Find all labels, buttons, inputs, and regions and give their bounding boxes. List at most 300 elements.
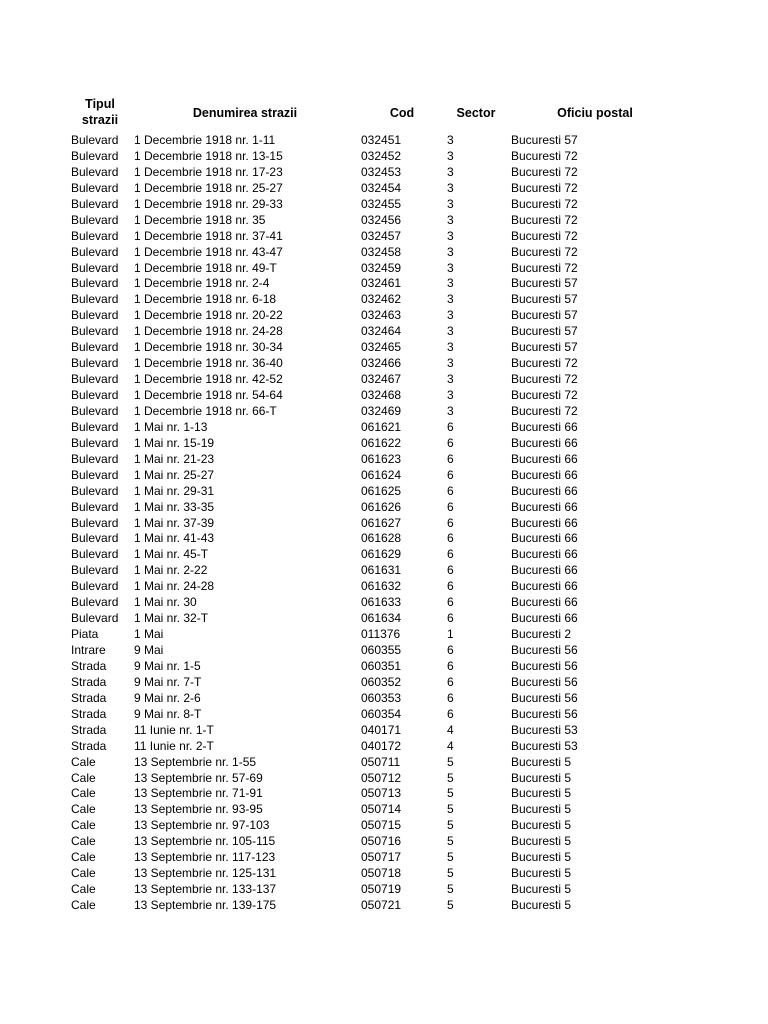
cell-tipul-strazii: Bulevard bbox=[71, 515, 119, 530]
cell-tipul-strazii: Bulevard bbox=[71, 340, 119, 355]
table-row bbox=[0, 595, 768, 611]
cell-sector: 3 bbox=[447, 356, 454, 371]
table-row bbox=[0, 340, 768, 356]
cell-sector: 4 bbox=[447, 722, 454, 737]
cell-cod: 050713 bbox=[361, 786, 402, 801]
cell-sector: 3 bbox=[447, 164, 454, 179]
cell-oficiu-postal: Bucuresti 72 bbox=[511, 356, 578, 371]
table-row bbox=[0, 261, 768, 277]
cell-cod: 061634 bbox=[361, 611, 402, 626]
cell-sector: 3 bbox=[447, 244, 454, 259]
table-row bbox=[0, 229, 768, 245]
header-sector: Sector bbox=[456, 106, 496, 120]
cell-denumirea-strazii: 13 Septembrie nr. 139-175 bbox=[134, 898, 277, 912]
cell-oficiu-postal: Bucuresti 5 bbox=[511, 770, 572, 785]
cell-sector: 6 bbox=[447, 611, 454, 626]
cell-tipul-strazii: Bulevard bbox=[71, 435, 119, 450]
table-row bbox=[0, 802, 768, 818]
cell-denumirea-strazii: 13 Septembrie nr. 97-103 bbox=[134, 818, 270, 833]
cell-cod: 061623 bbox=[361, 451, 402, 466]
cell-tipul-strazii: Bulevard bbox=[71, 196, 119, 211]
cell-cod: 032462 bbox=[361, 292, 402, 307]
cell-tipul-strazii: Cale bbox=[71, 770, 96, 785]
cell-denumirea-strazii: 1 Mai nr. 45-T bbox=[134, 547, 209, 562]
cell-oficiu-postal: Bucuresti 53 bbox=[511, 722, 578, 737]
cell-cod: 061626 bbox=[361, 499, 402, 514]
cell-tipul-strazii: Bulevard bbox=[71, 403, 119, 418]
cell-oficiu-postal: Bucuresti 72 bbox=[511, 180, 578, 195]
table-row bbox=[0, 675, 768, 691]
cell-cod: 061631 bbox=[361, 563, 402, 578]
cell-denumirea-strazii: 13 Septembrie nr. 1-55 bbox=[134, 754, 257, 769]
cell-sector: 5 bbox=[447, 834, 454, 849]
table-row bbox=[0, 372, 768, 388]
cell-cod: 050714 bbox=[361, 802, 402, 817]
cell-cod: 050712 bbox=[361, 770, 402, 785]
cell-tipul-strazii: Bulevard bbox=[71, 388, 119, 402]
cell-tipul-strazii: Bulevard bbox=[71, 595, 119, 610]
cell-cod: 050715 bbox=[361, 818, 402, 833]
cell-oficiu-postal: Bucuresti 5 bbox=[511, 802, 572, 817]
table-row bbox=[0, 691, 768, 707]
table-row bbox=[0, 245, 768, 261]
cell-tipul-strazii: Bulevard bbox=[71, 499, 119, 514]
cell-oficiu-postal: Bucuresti 57 bbox=[511, 292, 578, 307]
cell-sector: 1 bbox=[447, 627, 454, 642]
cell-cod: 040171 bbox=[361, 722, 402, 737]
cell-oficiu-postal: Bucuresti 5 bbox=[511, 850, 572, 865]
cell-denumirea-strazii: 1 Decembrie 1918 nr. 43-47 bbox=[134, 244, 283, 259]
cell-sector: 5 bbox=[447, 882, 454, 897]
cell-oficiu-postal: Bucuresti 66 bbox=[511, 483, 578, 498]
cell-tipul-strazii: Cale bbox=[71, 786, 96, 801]
cell-cod: 032451 bbox=[361, 133, 402, 147]
cell-cod: 032467 bbox=[361, 372, 402, 387]
cell-denumirea-strazii: 1 Decembrie 1918 nr. 49-T bbox=[134, 260, 277, 275]
cell-denumirea-strazii: 1 Mai nr. 21-23 bbox=[134, 451, 215, 466]
cell-tipul-strazii: Bulevard bbox=[71, 260, 119, 275]
cell-tipul-strazii: Bulevard bbox=[71, 276, 119, 291]
cell-sector: 3 bbox=[447, 180, 454, 195]
cell-denumirea-strazii: 1 Decembrie 1918 nr. 36-40 bbox=[134, 356, 283, 371]
cell-sector: 3 bbox=[447, 276, 454, 291]
cell-sector: 3 bbox=[447, 133, 454, 147]
table-row bbox=[0, 452, 768, 468]
cell-sector: 6 bbox=[447, 515, 454, 530]
table-row bbox=[0, 516, 768, 532]
cell-denumirea-strazii: 1 Decembrie 1918 nr. 1-11 bbox=[134, 133, 276, 147]
header-tipul-line2: strazii bbox=[81, 113, 119, 127]
cell-oficiu-postal: Bucuresti 5 bbox=[511, 898, 572, 912]
cell-cod: 032454 bbox=[361, 180, 402, 195]
cell-tipul-strazii: Bulevard bbox=[71, 451, 119, 466]
table-row bbox=[0, 133, 768, 149]
table-row bbox=[0, 356, 768, 372]
table-row bbox=[0, 436, 768, 452]
header-oficiu-postal: Oficiu postal bbox=[557, 106, 633, 120]
cell-tipul-strazii: Cale bbox=[71, 850, 96, 865]
cell-cod: 032455 bbox=[361, 196, 402, 211]
cell-oficiu-postal: Bucuresti 57 bbox=[511, 324, 578, 339]
cell-sector: 6 bbox=[447, 579, 454, 594]
table-row bbox=[0, 643, 768, 659]
cell-cod: 060351 bbox=[361, 658, 402, 673]
cell-cod: 050716 bbox=[361, 834, 402, 849]
cell-denumirea-strazii: 13 Septembrie nr. 93-95 bbox=[134, 802, 263, 817]
cell-denumirea-strazii: 1 Mai nr. 32-T bbox=[134, 611, 209, 626]
cell-cod: 061627 bbox=[361, 515, 402, 530]
cell-sector: 6 bbox=[447, 563, 454, 578]
cell-tipul-strazii: Bulevard bbox=[71, 180, 119, 195]
table-row bbox=[0, 834, 768, 850]
table-row bbox=[0, 213, 768, 229]
cell-cod: 032466 bbox=[361, 356, 402, 371]
cell-sector: 3 bbox=[447, 196, 454, 211]
table-row bbox=[0, 723, 768, 739]
cell-sector: 3 bbox=[447, 372, 454, 387]
cell-denumirea-strazii: 1 Decembrie 1918 nr. 20-22 bbox=[134, 308, 283, 323]
cell-denumirea-strazii: 1 Decembrie 1918 nr. 24-28 bbox=[134, 324, 283, 339]
cell-oficiu-postal: Bucuresti 72 bbox=[511, 164, 578, 179]
cell-oficiu-postal: Bucuresti 66 bbox=[511, 467, 578, 482]
cell-oficiu-postal: Bucuresti 72 bbox=[511, 244, 578, 259]
cell-tipul-strazii: Cale bbox=[71, 754, 96, 769]
cell-sector: 6 bbox=[447, 706, 454, 721]
cell-sector: 6 bbox=[447, 643, 454, 657]
cell-sector: 3 bbox=[447, 292, 454, 307]
cell-cod: 061624 bbox=[361, 467, 402, 482]
cell-cod: 061621 bbox=[361, 419, 402, 434]
table-row bbox=[0, 579, 768, 595]
cell-tipul-strazii: Strada bbox=[71, 706, 107, 721]
cell-denumirea-strazii: 1 Mai nr. 2-22 bbox=[134, 563, 208, 578]
cell-sector: 6 bbox=[447, 674, 454, 689]
cell-oficiu-postal: Bucuresti 57 bbox=[511, 340, 578, 355]
cell-sector: 5 bbox=[447, 754, 454, 769]
cell-cod: 061625 bbox=[361, 483, 402, 498]
cell-cod: 060355 bbox=[361, 643, 402, 657]
cell-cod: 060354 bbox=[361, 706, 402, 721]
cell-oficiu-postal: Bucuresti 66 bbox=[511, 435, 578, 450]
cell-sector: 5 bbox=[447, 866, 454, 881]
cell-tipul-strazii: Bulevard bbox=[71, 356, 119, 371]
table-row bbox=[0, 468, 768, 484]
cell-denumirea-strazii: 9 Mai nr. 2-6 bbox=[134, 690, 201, 705]
cell-denumirea-strazii: 11 Iunie nr. 1-T bbox=[134, 722, 214, 737]
cell-denumirea-strazii: 1 Mai nr. 25-27 bbox=[134, 467, 215, 482]
cell-cod: 050719 bbox=[361, 882, 402, 897]
cell-oficiu-postal: Bucuresti 56 bbox=[511, 643, 578, 657]
cell-oficiu-postal: Bucuresti 66 bbox=[511, 579, 578, 594]
cell-sector: 3 bbox=[447, 260, 454, 275]
cell-oficiu-postal: Bucuresti 57 bbox=[511, 308, 578, 323]
cell-tipul-strazii: Bulevard bbox=[71, 531, 119, 546]
cell-denumirea-strazii: 1 Decembrie 1918 nr. 29-33 bbox=[134, 196, 283, 211]
table-row bbox=[0, 292, 768, 308]
cell-denumirea-strazii: 13 Septembrie nr. 57-69 bbox=[134, 770, 263, 785]
table-row bbox=[0, 850, 768, 866]
cell-denumirea-strazii: 1 Decembrie 1918 nr. 17-23 bbox=[134, 164, 283, 179]
cell-tipul-strazii: Bulevard bbox=[71, 244, 119, 259]
cell-oficiu-postal: Bucuresti 72 bbox=[511, 148, 578, 163]
cell-sector: 5 bbox=[447, 786, 454, 801]
table-row bbox=[0, 627, 768, 643]
cell-sector: 3 bbox=[447, 403, 454, 418]
cell-tipul-strazii: Bulevard bbox=[71, 308, 119, 323]
cell-sector: 6 bbox=[447, 467, 454, 482]
table-row bbox=[0, 563, 768, 579]
cell-denumirea-strazii: 1 Mai nr. 15-19 bbox=[134, 435, 215, 450]
cell-cod: 032465 bbox=[361, 340, 402, 355]
cell-sector: 6 bbox=[447, 483, 454, 498]
table-row bbox=[0, 771, 768, 787]
cell-sector: 3 bbox=[447, 324, 454, 339]
cell-cod: 060353 bbox=[361, 690, 402, 705]
cell-denumirea-strazii: 13 Septembrie nr. 125-131 bbox=[134, 866, 277, 881]
cell-tipul-strazii: Bulevard bbox=[71, 228, 119, 243]
table-row bbox=[0, 739, 768, 755]
cell-denumirea-strazii: 1 Mai nr. 41-43 bbox=[134, 531, 215, 546]
table-body bbox=[0, 133, 768, 914]
cell-sector: 6 bbox=[447, 499, 454, 514]
cell-tipul-strazii: Bulevard bbox=[71, 292, 119, 307]
cell-denumirea-strazii: 9 Mai nr. 8-T bbox=[134, 706, 202, 721]
cell-tipul-strazii: Bulevard bbox=[71, 483, 119, 498]
table-row bbox=[0, 165, 768, 181]
table-row bbox=[0, 181, 768, 197]
cell-oficiu-postal: Bucuresti 5 bbox=[511, 818, 572, 833]
cell-oficiu-postal: Bucuresti 5 bbox=[511, 866, 572, 881]
cell-tipul-strazii: Bulevard bbox=[71, 164, 119, 179]
cell-cod: 011376 bbox=[361, 627, 401, 642]
cell-denumirea-strazii: 1 Decembrie 1918 nr. 66-T bbox=[134, 403, 277, 418]
cell-oficiu-postal: Bucuresti 66 bbox=[511, 531, 578, 546]
cell-cod: 061629 bbox=[361, 547, 402, 562]
cell-cod: 050717 bbox=[361, 850, 402, 865]
cell-cod: 032463 bbox=[361, 308, 402, 323]
header-cod: Cod bbox=[389, 106, 415, 120]
cell-oficiu-postal: Bucuresti 72 bbox=[511, 403, 578, 418]
cell-tipul-strazii: Bulevard bbox=[71, 563, 119, 578]
table-row bbox=[0, 484, 768, 500]
cell-oficiu-postal: Bucuresti 72 bbox=[511, 372, 578, 387]
cell-oficiu-postal: Bucuresti 72 bbox=[511, 196, 578, 211]
cell-oficiu-postal: Bucuresti 72 bbox=[511, 260, 578, 275]
cell-cod: 032458 bbox=[361, 244, 402, 259]
cell-tipul-strazii: Cale bbox=[71, 898, 96, 912]
cell-denumirea-strazii: 1 Decembrie 1918 nr. 13-15 bbox=[134, 148, 283, 163]
cell-cod: 032459 bbox=[361, 260, 402, 275]
cell-denumirea-strazii: 1 Mai nr. 24-28 bbox=[134, 579, 215, 594]
table-row bbox=[0, 324, 768, 340]
cell-sector: 6 bbox=[447, 435, 454, 450]
table-row bbox=[0, 882, 768, 898]
cell-oficiu-postal: Bucuresti 66 bbox=[511, 547, 578, 562]
table-row bbox=[0, 611, 768, 627]
cell-denumirea-strazii: 1 Decembrie 1918 nr. 2-4 bbox=[134, 276, 270, 291]
cell-cod: 032452 bbox=[361, 148, 402, 163]
cell-sector: 6 bbox=[447, 419, 454, 434]
cell-denumirea-strazii: 1 Mai bbox=[134, 627, 164, 642]
table-header bbox=[0, 96, 768, 130]
cell-cod: 032461 bbox=[361, 276, 402, 291]
cell-sector: 3 bbox=[447, 228, 454, 243]
cell-tipul-strazii: Bulevard bbox=[71, 133, 119, 147]
cell-oficiu-postal: Bucuresti 5 bbox=[511, 882, 572, 897]
cell-denumirea-strazii: 1 Mai nr. 33-35 bbox=[134, 499, 215, 514]
cell-denumirea-strazii: 1 Decembrie 1918 nr. 25-27 bbox=[134, 180, 283, 195]
table-row bbox=[0, 500, 768, 516]
cell-sector: 3 bbox=[447, 308, 454, 323]
cell-denumirea-strazii: 1 Decembrie 1918 nr. 35 bbox=[134, 212, 266, 227]
table-row bbox=[0, 388, 768, 404]
cell-tipul-strazii: Bulevard bbox=[71, 611, 119, 626]
cell-sector: 6 bbox=[447, 451, 454, 466]
table-row bbox=[0, 197, 768, 213]
table-row bbox=[0, 404, 768, 420]
cell-tipul-strazii: Cale bbox=[71, 834, 96, 849]
cell-oficiu-postal: Bucuresti 53 bbox=[511, 738, 578, 753]
cell-denumirea-strazii: 11 Iunie nr. 2-T bbox=[134, 738, 214, 753]
cell-cod: 040172 bbox=[361, 738, 402, 753]
cell-sector: 5 bbox=[447, 850, 454, 865]
cell-denumirea-strazii: 1 Mai nr. 30 bbox=[134, 595, 197, 610]
cell-tipul-strazii: Strada bbox=[71, 658, 107, 673]
cell-oficiu-postal: Bucuresti 66 bbox=[511, 563, 578, 578]
cell-oficiu-postal: Bucuresti 66 bbox=[511, 515, 578, 530]
cell-tipul-strazii: Cale bbox=[71, 818, 96, 833]
cell-cod: 032464 bbox=[361, 324, 402, 339]
cell-denumirea-strazii: 13 Septembrie nr. 71-91 bbox=[134, 786, 263, 801]
cell-denumirea-strazii: 1 Decembrie 1918 nr. 6-18 bbox=[134, 292, 277, 307]
header-tipul-line1: Tipul bbox=[85, 97, 115, 111]
cell-oficiu-postal: Bucuresti 66 bbox=[511, 451, 578, 466]
cell-denumirea-strazii: 9 Mai nr. 7-T bbox=[134, 674, 202, 689]
cell-sector: 3 bbox=[447, 148, 454, 163]
cell-oficiu-postal: Bucuresti 72 bbox=[511, 388, 578, 402]
cell-cod: 032453 bbox=[361, 164, 402, 179]
cell-tipul-strazii: Cale bbox=[71, 882, 96, 897]
cell-denumirea-strazii: 1 Decembrie 1918 nr. 42-52 bbox=[134, 372, 283, 387]
cell-tipul-strazii: Bulevard bbox=[71, 372, 119, 387]
cell-sector: 5 bbox=[447, 818, 454, 833]
cell-denumirea-strazii: 1 Decembrie 1918 nr. 30-34 bbox=[134, 340, 283, 355]
cell-oficiu-postal: Bucuresti 56 bbox=[511, 690, 578, 705]
cell-oficiu-postal: Bucuresti 66 bbox=[511, 419, 578, 434]
table-row bbox=[0, 547, 768, 563]
cell-tipul-strazii: Bulevard bbox=[71, 212, 119, 227]
cell-sector: 5 bbox=[447, 802, 454, 817]
cell-sector: 6 bbox=[447, 595, 454, 610]
cell-tipul-strazii: Cale bbox=[71, 866, 96, 881]
cell-cod: 032456 bbox=[361, 212, 402, 227]
cell-sector: 6 bbox=[447, 547, 454, 562]
cell-tipul-strazii: Bulevard bbox=[71, 467, 119, 482]
cell-sector: 6 bbox=[447, 690, 454, 705]
cell-cod: 032457 bbox=[361, 228, 402, 243]
cell-tipul-strazii: Bulevard bbox=[71, 148, 119, 163]
cell-cod: 032468 bbox=[361, 388, 402, 402]
cell-oficiu-postal: Bucuresti 57 bbox=[511, 133, 578, 147]
cell-denumirea-strazii: 13 Septembrie nr. 105-115 bbox=[134, 834, 276, 849]
cell-oficiu-postal: Bucuresti 57 bbox=[511, 276, 578, 291]
cell-denumirea-strazii: 1 Mai nr. 29-31 bbox=[134, 483, 215, 498]
table-row bbox=[0, 659, 768, 675]
cell-oficiu-postal: Bucuresti 56 bbox=[511, 706, 578, 721]
table-row bbox=[0, 308, 768, 324]
table-row bbox=[0, 276, 768, 292]
cell-sector: 3 bbox=[447, 388, 454, 402]
cell-tipul-strazii: Intrare bbox=[71, 643, 106, 657]
cell-sector: 3 bbox=[447, 340, 454, 355]
cell-denumirea-strazii: 1 Decembrie 1918 nr. 54-64 bbox=[134, 388, 283, 402]
cell-sector: 5 bbox=[447, 770, 454, 785]
cell-denumirea-strazii: 9 Mai bbox=[134, 643, 164, 657]
cell-denumirea-strazii: 1 Mai nr. 37-39 bbox=[134, 515, 215, 530]
table-row bbox=[0, 707, 768, 723]
cell-tipul-strazii: Bulevard bbox=[71, 324, 119, 339]
cell-sector: 5 bbox=[447, 898, 454, 912]
cell-tipul-strazii: Cale bbox=[71, 802, 96, 817]
table-row bbox=[0, 149, 768, 165]
header-tipul-strazii bbox=[70, 96, 130, 128]
cell-oficiu-postal: Bucuresti 72 bbox=[511, 228, 578, 243]
cell-tipul-strazii: Bulevard bbox=[71, 547, 119, 562]
cell-oficiu-postal: Bucuresti 66 bbox=[511, 595, 578, 610]
cell-cod: 061628 bbox=[361, 531, 402, 546]
table-row bbox=[0, 898, 768, 914]
cell-tipul-strazii: Piata bbox=[71, 627, 99, 642]
cell-sector: 6 bbox=[447, 531, 454, 546]
cell-sector: 4 bbox=[447, 738, 454, 753]
cell-tipul-strazii: Strada bbox=[71, 722, 107, 737]
cell-oficiu-postal: Bucuresti 5 bbox=[511, 786, 572, 801]
cell-cod: 061622 bbox=[361, 435, 402, 450]
table-row bbox=[0, 531, 768, 547]
cell-tipul-strazii: Strada bbox=[71, 690, 107, 705]
cell-cod: 050721 bbox=[361, 898, 402, 912]
table-row bbox=[0, 755, 768, 771]
table-row bbox=[0, 818, 768, 834]
cell-sector: 6 bbox=[447, 658, 454, 673]
header-denumirea-strazii: Denumirea strazii bbox=[192, 106, 298, 120]
cell-cod: 050718 bbox=[361, 866, 402, 881]
cell-cod: 060352 bbox=[361, 674, 402, 689]
cell-oficiu-postal: Bucuresti 5 bbox=[511, 834, 572, 849]
cell-cod: 050711 bbox=[361, 754, 401, 769]
cell-denumirea-strazii: 1 Decembrie 1918 nr. 37-41 bbox=[134, 228, 283, 243]
cell-cod: 032469 bbox=[361, 403, 402, 418]
cell-tipul-strazii: Strada bbox=[71, 738, 107, 753]
cell-oficiu-postal: Bucuresti 56 bbox=[511, 658, 578, 673]
cell-oficiu-postal: Bucuresti 56 bbox=[511, 674, 578, 689]
cell-denumirea-strazii: 9 Mai nr. 1-5 bbox=[134, 658, 201, 673]
cell-denumirea-strazii: 13 Septembrie nr. 117-123 bbox=[134, 850, 276, 865]
cell-oficiu-postal: Bucuresti 72 bbox=[511, 212, 578, 227]
cell-tipul-strazii: Bulevard bbox=[71, 419, 119, 434]
cell-cod: 061632 bbox=[361, 579, 402, 594]
cell-oficiu-postal: Bucuresti 2 bbox=[511, 627, 572, 642]
table-row bbox=[0, 866, 768, 882]
cell-tipul-strazii: Bulevard bbox=[71, 579, 119, 594]
cell-tipul-strazii: Strada bbox=[71, 674, 107, 689]
cell-sector: 3 bbox=[447, 212, 454, 227]
cell-cod: 061633 bbox=[361, 595, 402, 610]
cell-oficiu-postal: Bucuresti 66 bbox=[511, 611, 578, 626]
table-row bbox=[0, 786, 768, 802]
cell-denumirea-strazii: 13 Septembrie nr. 133-137 bbox=[134, 882, 277, 897]
cell-denumirea-strazii: 1 Mai nr. 1-13 bbox=[134, 419, 208, 434]
